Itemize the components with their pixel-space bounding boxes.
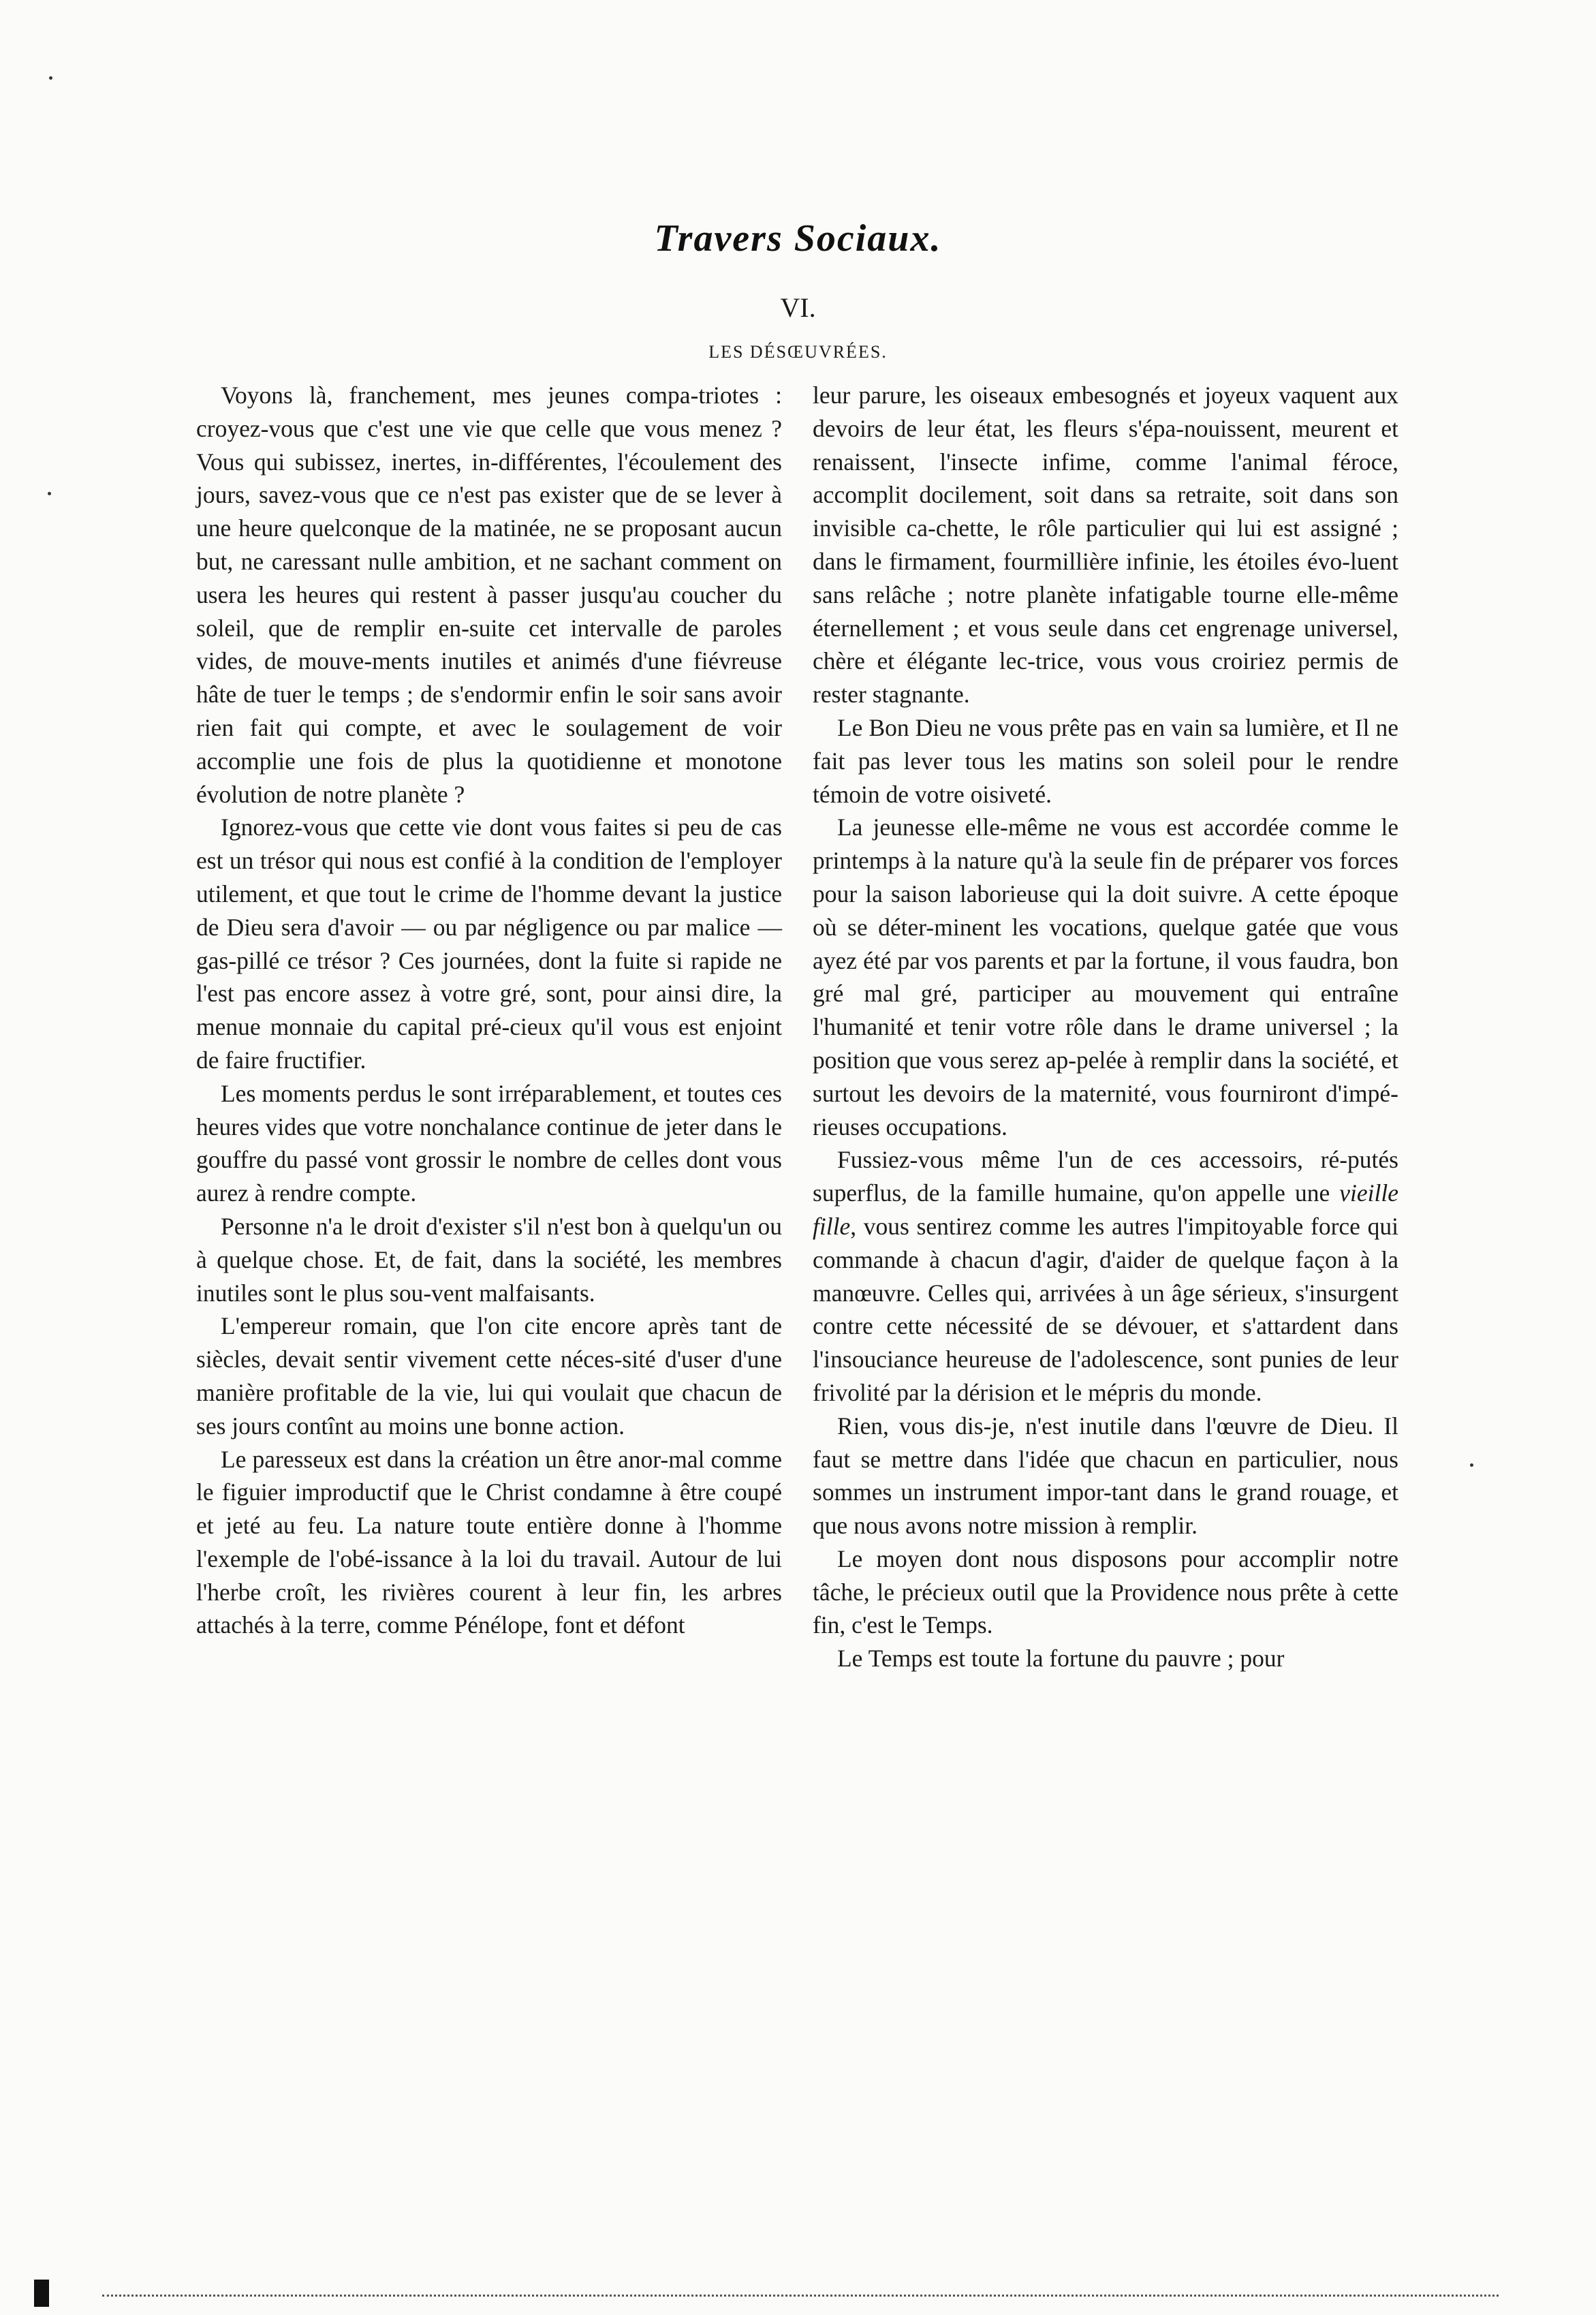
- paragraph: Le moyen dont nous disposons pour accomplir notre tâche, le précieux outil que la Providence nous prête à cette fin, c'est le Temps.: [813, 1544, 1398, 1639]
- text-run: Fussiez-vous même l'un de ces accessoirs, ré-putés superflus, de la famille humaine, qu'on appelle une: [813, 1146, 1398, 1207]
- section-subtitle: LES DÉSŒUVRÉES.: [708, 342, 888, 362]
- paragraph: Personne n'a le droit d'exister s'il n'est bon à quelqu'un ou à quelque chose. Et, de fait, dans la société, les membres inutiles sont le plus sou-vent malfaisants.: [196, 1212, 782, 1307]
- paragraph: Ignorez-vous que cette vie dont vous faites si peu de cas est un trésor qui nous est confié à la condition de l'employer utilement, et que tout le crime de l'homme devant la justice de Dieu sera d'avoir — ou par négligence ou par malice — gas-pillé ce trésor ? Ces journées, dont la fuite si rapide ne l'est pas encore assez à votre gré, sont, pour ainsi dire, la menue monnaie du capital pré-cieux qu'il vous est enjoint de faire fructifier.: [196, 813, 782, 1074]
- section-number: VI.: [780, 292, 816, 323]
- scan-speck: [49, 76, 52, 80]
- paragraph: La jeunesse elle-même ne vous est accordée comme le printemps à la nature qu'à la seule fin de préparer vos forces pour la saison laborieuse qui la doit suivre. A cette époque où se déter-minent les vocations, quelque gatée que vous ayez été par vos parents et par la fortune, il vous faudra, bon gré mal gré, participer au mouvement qui entraîne l'humanité et tenir votre rôle dans le drame universel ; la position que vous serez ap-pelée à remplir dans la société, et surtout les devoirs de la maternité, vous fourniront d'impé-rieuses occupations.: [813, 813, 1398, 1140]
- paragraph: Le Bon Dieu ne vous prête pas en vain sa lumière, et Il ne fait pas lever tous les matins son soleil pour le rendre témoin de votre oisiveté.: [813, 713, 1398, 808]
- text-run: , vous sentirez comme les autres l'impitoyable force qui commande à chacun d'agir, d'aider de quelque façon à la manœuvre. Celles qui, arrivées à un âge sérieux, s'insurgent contre cette nécessité de se dévouer, et s'attardent dans l'insouciance heureuse de l'adolescence, sont punies de leur frivolité par la dérision et le mépris du monde.: [813, 1212, 1398, 1406]
- scan-speck: [48, 492, 51, 495]
- left-column: [196, 379, 782, 1642]
- paragraph: Rien, vous dis-je, n'est inutile dans l'œuvre de Dieu. Il faut se mettre dans l'idée que chacun en particulier, nous sommes un instrument impor-tant dans le grand rouage, et que nous avons notre mission à remplir.: [813, 1412, 1398, 1540]
- paragraph-continued: leur parure, les oiseaux embesognés et joyeux vaquent aux devoirs de leur état, les fleurs s'épa-nouissent, meurent et renaissent, l'insecte infime, comme l'animal féroce, accomplit docilement, soit dans sa retraite, soit dans son invisible ca-chette, le rôle particulier qui lui est assigné ; dans le firmament, fourmillière infinie, les étoiles évo-luent sans relâche ; notre planète infatigable tourne elle-même éternellement ; et vous seule dans cet engrenage universel, chère et élégante lec-trice, vous vous croiriez permis de rester stagnante.: [813, 382, 1398, 709]
- scan-speck: [1470, 1463, 1473, 1467]
- paragraph: Voyons là, franchement, mes jeunes compa-triotes : croyez-vous que c'est une vie que celle que vous menez ? Vous qui subissez, inertes, in-différentes, l'écoulement des jours, savez-vous que ce n'est pas exister que de se lever à une heure quelconque de la matinée, ne se proposant aucun but, ne caressant nulle ambition, et ne sachant comment on usera les heures qui restent à passer jusqu'au coucher du soleil, que de remplir en-suite cet intervalle de paroles vides, de mouve-ments inutiles et animés d'une fiévreuse hâte de tuer le temps ; de s'endormir enfin le soir sans avoir rien fait qui compte, et avec le soulagement de voir accomplie une fois de plus la quotidienne et monotone évolution de notre planète ?: [196, 382, 782, 808]
- paragraph: Les moments perdus le sont irréparablement, et toutes ces heures vides que votre nonchalance continue de jeter dans le gouffre du passé vont grossir le nombre de celles dont vous aurez à rendre compte.: [196, 1079, 782, 1207]
- paragraph: Le paresseux est dans la création un être anor-mal comme le figuier improductif que le Christ condamne à être coupé et jeté au feu. La nature toute entière donne à l'homme l'exemple de l'obé-issance à la loi du travail. Autour de lui l'herbe croît, les rivières courent à leur fin, les arbres attachés à la terre, comme Pénélope, font et défont: [196, 1445, 782, 1639]
- italic-term: vieille fille: [813, 1179, 1398, 1240]
- paragraph: [813, 1143, 1398, 1409]
- paragraph: Le Temps est toute la fortune du pauvre ; pour: [837, 1645, 1285, 1673]
- scan-mark: [34, 2280, 49, 2307]
- right-column: [813, 379, 1398, 1675]
- paragraph: L'empereur romain, que l'on cite encore après tant de siècles, devait sentir vivement cette néces-sité d'user d'une manière profitable de la vie, lui qui voulait que chacun de ses jours contînt au moins une bonne action.: [196, 1312, 782, 1440]
- article-title: Travers Sociaux.: [654, 217, 942, 260]
- bottom-scan-border: [102, 2295, 1499, 2299]
